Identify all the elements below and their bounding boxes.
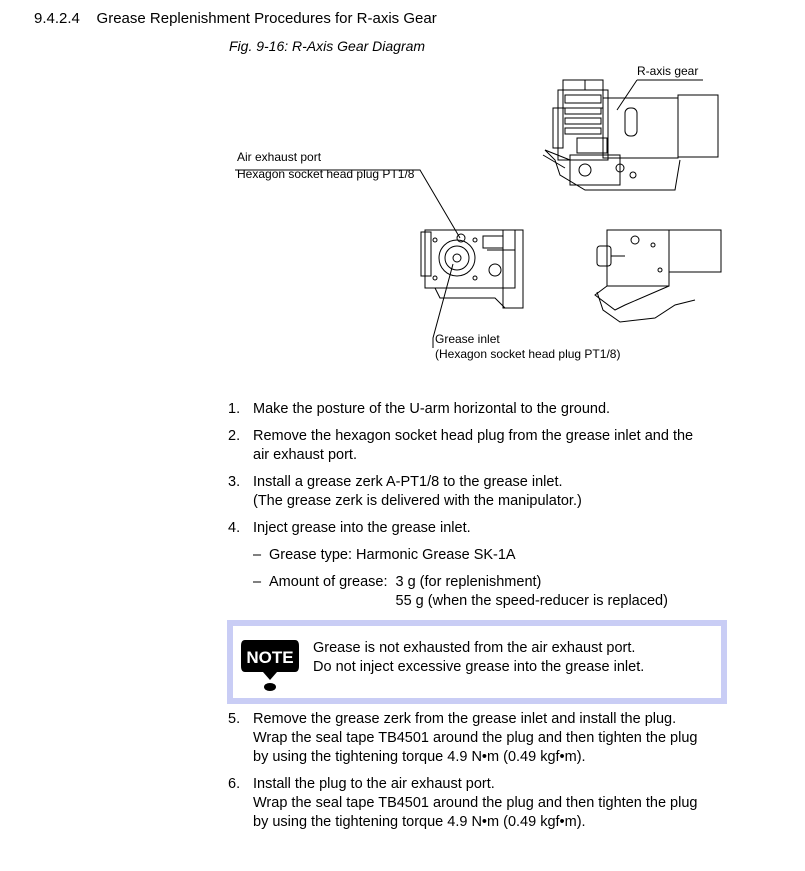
section-number: 9.4.2.4 [34,10,80,27]
r-axis-gear-diagram [225,60,735,370]
label-grease-inlet: Grease inlet [435,332,500,346]
step-number: 6. [228,776,241,792]
step-3 [228,473,748,511]
step-text: Install the plug to the air exhaust port. [253,776,495,792]
step-number: 1. [228,401,241,417]
amount-1: 3 g (for replenishment) [395,574,542,590]
label-grease-inlet-plug: (Hexagon socket head plug PT1/8) [435,347,621,361]
note-line-1: Grease is not exhausted from the air exhaust port. [313,640,636,656]
step-number: 4. [228,520,241,536]
grease-type-item [253,546,748,565]
step-2 [228,427,748,465]
step-text: Remove the hexagon socket head plug from the grease inlet and the [253,428,694,444]
label-r-axis-gear: R-axis gear [637,64,699,78]
grease-amount-item [253,573,748,611]
step-text: (The grease zerk is delivered with the manipulator.) [253,493,582,509]
step-text: by using the tightening torque 4.9 N•m (0.49 kgf•m). [253,749,586,765]
step-number: 3. [228,474,241,490]
step-number: 2. [228,428,241,444]
step-5 [228,710,748,767]
step-number: 5. [228,711,241,727]
step-text: air exhaust port. [253,447,357,463]
step-4 [228,519,748,611]
step-6 [228,775,748,832]
step-1 [228,400,748,419]
step-text: Make the posture of the U-arm horizontal to the ground. [253,401,611,417]
step-text: Wrap the seal tape TB4501 around the plug and then tighten the plug [253,795,698,811]
note-icon [239,636,301,692]
step-text: Install a grease zerk A-PT1/8 to the grease inlet. [253,474,563,490]
section-heading [34,10,437,27]
right-view-drawing [595,230,721,322]
step-text: by using the tightening torque 4.9 N•m (0.49 kgf•m). [253,814,586,830]
dash: – [253,547,262,563]
amount-2: 55 g (when the speed-reducer is replaced) [395,593,668,609]
section-title: Grease Replenishment Procedures for R-axis Gear [96,10,437,27]
grease-type: Grease type: Harmonic Grease SK-1A [269,547,516,563]
step-text: Wrap the seal tape TB4501 around the plug and then tighten the plug [253,730,698,746]
procedure-steps [228,400,748,619]
note-box [227,620,727,704]
dash: – [253,574,262,590]
step-text: Remove the grease zerk from the grease inlet and install the plug. [253,711,677,727]
procedure-steps-continued [228,710,748,840]
note-line-2: Do not inject excessive grease into the grease inlet. [313,659,645,675]
step-text: Inject grease into the grease inlet. [253,520,471,536]
note-badge-label: NOTE [246,648,294,667]
left-view-drawing [421,230,523,308]
amount-label: Amount of grease: [269,574,388,590]
top-view-drawing [543,80,718,190]
label-air-exhaust-port: Air exhaust port [237,150,322,164]
figure-caption: Fig. 9-16: R-Axis Gear Diagram [229,38,426,54]
label-air-exhaust-plug: Hexagon socket head plug PT1/8 [237,167,415,181]
